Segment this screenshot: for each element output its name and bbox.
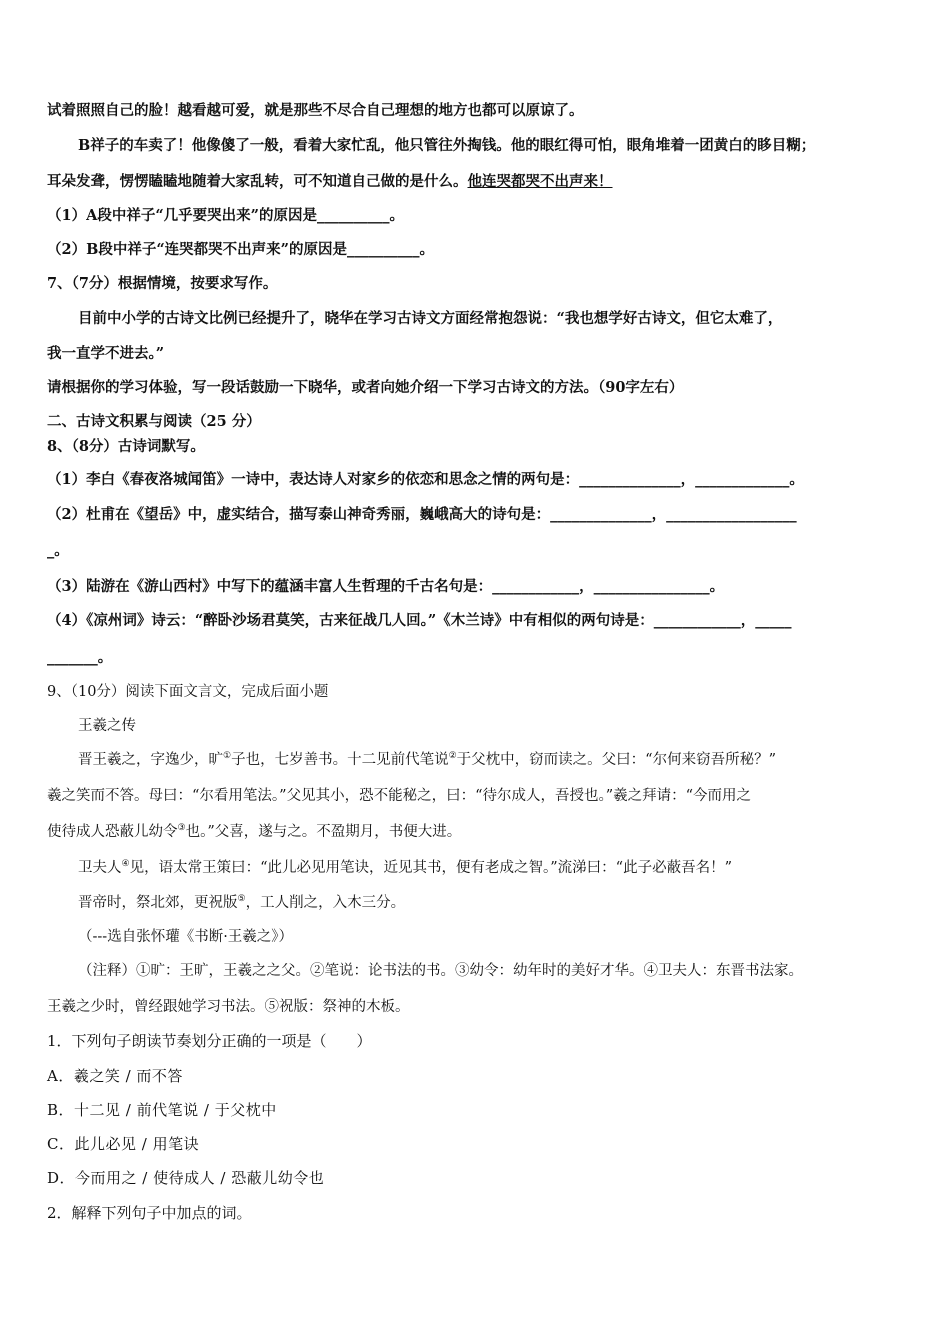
footnote-mark-4: ④: [121, 859, 130, 870]
q9-source: （---选自张怀瓘《书断·王羲之》）: [78, 929, 294, 945]
footnote-mark-5: ⑤: [237, 894, 246, 905]
q9-para-5: [78, 893, 910, 913]
sub-question-2-stem: 2．解释下列句子中加点的词。: [47, 1204, 252, 1222]
q8-heading: 8、（8分）古诗词默写。: [47, 438, 205, 455]
q9-para-4-a: 卫夫人: [78, 860, 122, 876]
q9-notes-line-1: （注释）①旷：王旷，王羲之之父。②笔说：论书法的书。③幼令：幼年时的美好才华。④卫夫人：东晋书法家。: [78, 963, 803, 979]
q9-para-1-b: 子也，七岁善书。十二见前代笔说: [231, 752, 449, 768]
q9-para-5-b: ，工人削之，入木三分。: [245, 895, 406, 911]
passage-line-3-text: 耳朵发聋，愣愣瞌瞌地随着大家乱转，可不知道自己做的是什么。: [47, 173, 468, 190]
q8-item-3: （3）陆游在《游山西村》中写下的蕴涵丰富人生哲理的千古名句是：____________，________________。: [47, 578, 725, 595]
question-a: （1）A段中祥子“几乎要哭出来”的原因是__________。: [47, 207, 405, 224]
q7-heading: 7、（7分）根据情境，按要求写作。: [47, 275, 278, 292]
q8-item-1: （1）李白《春夜洛城闻笛》一诗中，表达诗人对家乡的依恋和思念之情的两句是：______________，_____________。: [47, 471, 804, 488]
option-c: C．此儿必见 / 用笔诀: [47, 1135, 200, 1153]
q9-para-3-b: 也。”父喜，遂与之。不盈期月，书便大进。: [185, 824, 462, 840]
q7-scenario-line-2: 我一直学不进去。”: [47, 345, 165, 362]
q9-para-3: [47, 822, 910, 842]
question-b: （2）B段中祥子“连哭都哭不出声来”的原因是__________。: [47, 241, 435, 258]
underlined-sentence: 他连哭都哭不出声来！: [467, 173, 613, 190]
q9-para-2: 羲之笑而不答。母曰：“尔看用笔法。”父见其小，恐不能秘之，曰：“待尔成人，吾授也。”羲之拜请：“今而用之: [47, 788, 752, 804]
q9-para-3-a: 使待成人恐蔽儿幼令: [47, 824, 178, 840]
q9-para-1: [78, 750, 910, 770]
q9-para-5-a: 晋帝时，祭北郊，更祝版: [78, 895, 238, 911]
passage-line-3: [47, 172, 910, 192]
q7-task: 请根据你的学习体验，写一段话鼓励一下晓华，或者向她介绍一下学习古诗文的方法。（90字左右）: [47, 379, 684, 396]
q9-notes-line-2: 王羲之少时，曾经跟她学习书法。⑤祝版：祭神的木板。: [47, 999, 410, 1015]
passage-line-1: 试着照照自己的脸！越看越可爱，就是那些不尽合自己理想的地方也都可以原谅了。: [47, 102, 584, 119]
q9-heading: 9、（10分）阅读下面文言文，完成后面小题: [47, 684, 329, 700]
option-b: B．十二见 / 前代笔说 / 于父枕中: [47, 1101, 277, 1119]
option-a: A．羲之笑 / 而不答: [47, 1067, 183, 1085]
footnote-mark-1: ①: [223, 751, 232, 762]
sub-question-1-stem: 1．下列句子朗读节奏划分正确的一项是（ ）: [47, 1032, 372, 1050]
footnote-mark-2: ②: [448, 751, 457, 762]
q9-para-1-a: 晋王羲之，字逸少，旷: [78, 752, 223, 768]
q8-item-2: （2）杜甫在《望岳》中，虚实结合，描写泰山神奇秀丽，巍峨高大的诗句是：______________，__________________: [47, 506, 797, 523]
q9-title: 王羲之传: [78, 718, 136, 734]
q9-para-4-b: 见，语太常王策曰：“此儿必见用笔诀，近见其书，便有老成之智。”流涕曰：“此子必蔽吾名！”: [129, 860, 732, 876]
q9-para-4: [78, 858, 910, 878]
q8-item-2-cont: _。: [47, 542, 69, 559]
q8-item-4-cont: _______。: [47, 649, 113, 666]
option-d: D．今而用之 / 使待成人 / 恐蔽儿幼令也: [47, 1169, 325, 1187]
footnote-mark-3: ③: [177, 823, 186, 834]
q9-para-1-c: 于父枕中，窃而读之。父曰：“尔何来窃吾所秘？”: [456, 752, 776, 768]
q7-scenario-line-1: 目前中小学的古诗文比例已经提升了，晓华在学习古诗文方面经常抱怨说：“我也想学好古诗文，但它太难了，: [78, 310, 783, 327]
passage-b-line: B祥子的车卖了！他像傻了一般，看着大家忙乱，他只管往外掏钱。他的眼红得可怕，眼角堆着一团黄白的眵目糊；: [78, 137, 816, 154]
q8-item-4: （4）《凉州词》诗云：“醉卧沙场君莫笑，古来征战几人回。”《木兰诗》中有相似的两句诗是：____________，_____: [47, 612, 792, 629]
section-2-heading: 二、古诗文积累与阅读（25 分）: [47, 413, 261, 430]
